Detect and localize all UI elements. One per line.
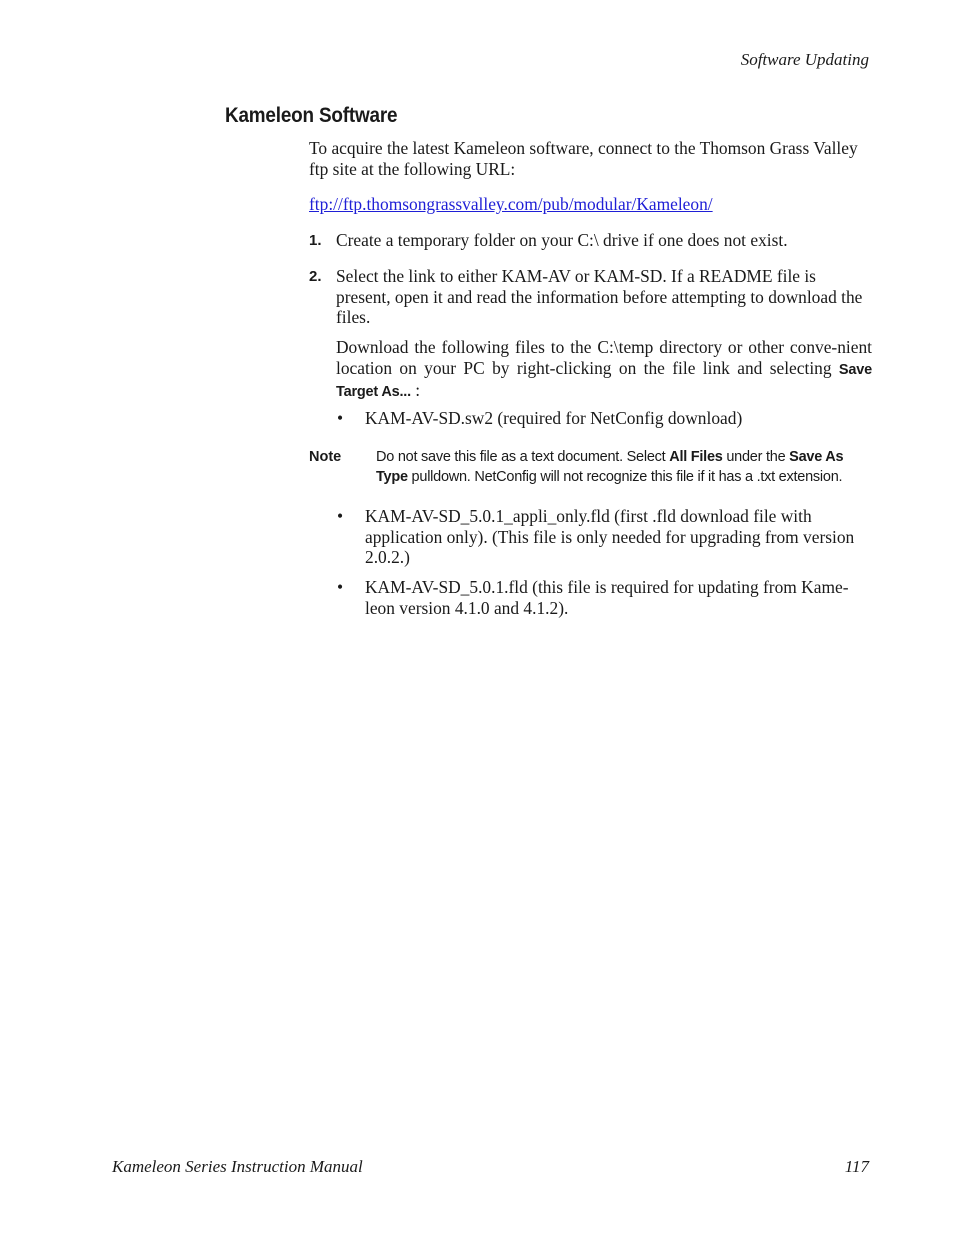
step-text: Create a temporary folder on your C:\ drive if one does not exist. [336,230,788,250]
page-number: 117 [844,1157,869,1176]
save-target-as-command: Save Target As... [336,361,872,400]
running-header: Software Updating [740,50,869,69]
download-text-end: : [410,380,421,400]
step-number: 2. [309,268,322,285]
download-text: Download the following files to the C:\temp directory or other conve-nient location on your PC by right-clicking on the file link and selecting [336,337,872,378]
bullet-text: KAM-AV-SD_5.0.1.fld (this file is required for updating from Kame-leon version 4.1.0 and 4.1.2). [365,577,849,618]
intro-paragraph: To acquire the latest Kameleon software, connect to the Thomson Grass Valley ftp site at the following URL: [309,138,858,179]
step-number: 1. [309,232,322,249]
bullet-glyph: • [337,506,344,526]
ftp-url-link[interactable]: ftp://ftp.thomsongrassvalley.com/pub/modular/Kameleon/ [309,194,713,214]
note-save-as-type: Save As Type [376,449,844,485]
note-all-files: All Files [669,449,723,465]
note-text-2: under the [722,449,790,465]
note-text-1: Do not save this file as a text document. Select [376,449,670,465]
note-text [376,448,871,487]
bullet-text: KAM-AV-SD.sw2 (required for NetConfig download) [365,408,743,428]
section-title: Kameleon Software [225,104,398,127]
download-instructions [336,337,872,403]
bullet-glyph: • [337,577,344,597]
footer-manual-title: Kameleon Series Instruction Manual [112,1157,363,1176]
bullet-glyph: • [337,408,344,428]
url-paragraph [309,194,871,215]
step-text: Select the link to either KAM-AV or KAM-SD. If a README file is present, open it and read the information before attempting to download the files. [336,266,863,327]
note-text-3: pulldown. NetConfig will not recognize this file if it has a .txt extension. [407,468,843,485]
bullet-text: KAM-AV-SD_5.0.1_appli_only.fld (first .fld download file with application only). (This file is only needed for upgrading from version 2.0.2.) [365,506,855,567]
note-label: Note [309,449,342,465]
